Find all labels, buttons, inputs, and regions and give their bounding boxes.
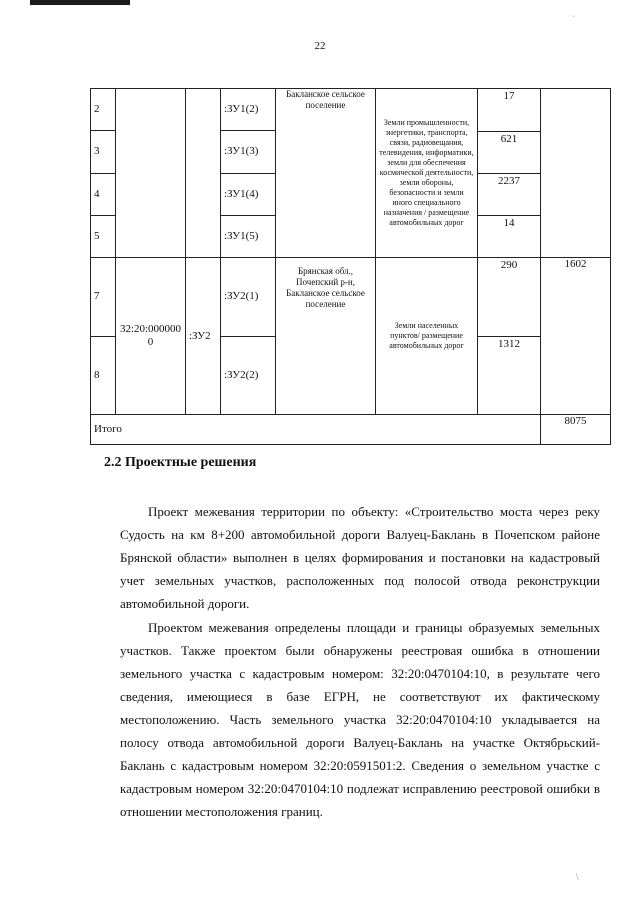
parcel-code: :ЗУ1(4)	[221, 173, 276, 215]
area-values-cell	[478, 89, 541, 258]
row-number: 8	[91, 336, 116, 415]
area-value: 621	[478, 131, 540, 173]
scan-mark: \	[576, 872, 579, 882]
paragraph: Проект межевания территории по объекту: «Строительство моста через реку Судость на км 8+200 автомобильной дороги Валуец-Баклань в Почепском районе Брянской области» выполнен в целях формирования и постановки на кадастровый учет земельных участков, расположенных под полосой отвода реконструкции автомобильной дороги.	[120, 504, 600, 611]
parcel-code: :ЗУ1(3)	[221, 131, 276, 173]
row-number: 5	[91, 215, 116, 257]
paragraph: Проектом межевания определены площади и границы образуемых земельных участков. Также проектом были обнаружены реестровая ошибка в отношении земельного участка с кадастровым номером: 32:20:0470104:10, в результате чего сведения, имеющиеся в базе ЕГРН, не соответствуют их фактическому местоположению. Часть земельного участка 32:20:0470104:10 укладывается на полосу отвода автомобильной дороги Валуец-Баклань на участке Октябрьский-Баклань с кадастровым номером 32:20:0591501:2. Сведения о земельном участке с кадастровым номером 32:20:0470104:10 подлежат исправлению реестровой ошибки в отношении местоположения границ.	[120, 620, 600, 819]
parcel-code: :ЗУ1(5)	[221, 215, 276, 257]
land-category-cell: Земли промышленности, энергетики, транспорта, связи, радиовещания, телевидения, информатики, земли для обеспечения космической деятельности, земли обороны, безопасности и земли иного специального назначения / размещение автомобильных дорог	[376, 89, 478, 258]
row-number: 4	[91, 173, 116, 215]
location-cell: Бакланское сельское поселение	[276, 89, 376, 258]
scan-mark: `	[572, 14, 575, 24]
row-number: 2	[91, 89, 116, 131]
area-value: 290	[500, 259, 518, 271]
total-label: Итого	[91, 415, 541, 445]
table-total-row	[91, 415, 611, 445]
row-number: 7	[91, 258, 116, 337]
land-category-cell: Земли населенных пунктов/ размещение автомобильных дорог	[376, 258, 478, 415]
table-row	[91, 258, 611, 337]
section-heading: 2.2 Проектные решения	[104, 455, 257, 470]
cadastral-cell	[116, 89, 186, 258]
area-value: 2237	[478, 173, 540, 215]
area-value: 1312	[478, 336, 540, 414]
parcel-code: :ЗУ2(1)	[221, 258, 276, 337]
row-number: 3	[91, 131, 116, 173]
table-row	[91, 89, 611, 131]
parcel-cell	[186, 89, 221, 258]
total-area-cell	[541, 89, 611, 258]
location-cell: Брянская обл., Почепский р-н, Бакланское сельское поселение	[276, 258, 376, 415]
land-parcels-table	[90, 88, 611, 445]
parcel-code: :ЗУ1(2)	[221, 89, 276, 131]
group-total-area: 1602	[541, 258, 611, 415]
parcel-code: :ЗУ2(2)	[221, 336, 276, 415]
parcel-group: :ЗУ2	[186, 258, 221, 415]
page-number: 22	[314, 40, 326, 52]
area-values-cell	[478, 258, 541, 415]
area-value: 14	[478, 215, 540, 257]
cadastral-number: 32:20:000000 0	[116, 258, 186, 415]
total-value: 8075	[541, 415, 611, 445]
area-value: 17	[503, 90, 515, 102]
scan-edge-bar	[30, 0, 130, 5]
